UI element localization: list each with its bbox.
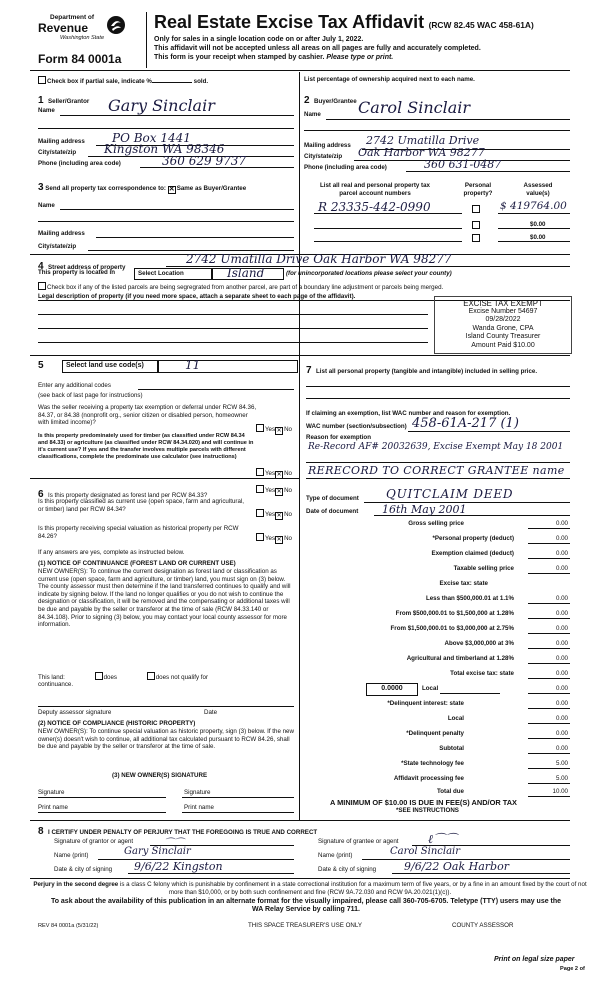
stamp-line6: Amount Paid $10.00 [471,342,535,349]
grantor-sig-mark: ⌒⌒ [164,838,184,849]
header-divider [146,12,147,68]
see-instructions: *SEE INSTRUCTIONS [396,807,459,814]
personal-property-row [306,360,570,378]
seller-phone-label: Phone (including area code) [38,160,121,167]
seller-phone-value[interactable]: 360 629 9737 [162,154,246,168]
tax-row-line [528,618,570,619]
tax-row-value[interactable]: 0.00 [555,535,568,542]
parcel-row [304,231,570,243]
timber-yes-checkbox[interactable] [256,468,264,476]
tax-row-value[interactable]: 0.00 [555,625,568,632]
dept-line1: Department of [50,14,95,21]
grantee-date-value[interactable]: 9/6/22 Oak Harbor [404,860,509,873]
tax-row-line [528,783,570,784]
personal-property-checkbox[interactable] [472,205,480,213]
assessed-value[interactable]: $0.00 [530,234,546,241]
wac-label: WAC number (section/subsection) [306,423,407,430]
tax-row-label: Local [447,715,464,722]
wac-value[interactable]: 458-61A-217 (1) [412,416,519,431]
local-rate-value: 0.0000 [381,685,403,692]
grantor-date-line[interactable] [128,873,294,874]
tax-row [300,520,570,532]
tax-row-line [528,796,570,797]
forest-q3: Is this property receiving special valuation as historical property per RCW 84.26? [38,525,239,540]
dor-swirl-icon [106,14,126,36]
tax-row-line [440,693,500,694]
perjury-text: is a class C felony which is punishable by confinement in a state correctional institution for a maximum term of five years, or by a fine in an amount fixed by the court of not more than $10,000, or by both such confinement and fine (RCW 9A.72.030 and RCW 9A.20.021(1)(c)). [118,881,587,896]
exemption-no-checkbox[interactable]: ✕ [276,428,282,434]
tax-row-value[interactable]: 0.00 [555,565,568,572]
tax-row-label: Taxable selling price [453,565,514,572]
tax-row-label: *Delinquent interest: state [387,700,464,707]
ownership-note: List percentage of ownership acquired next to each name. [304,76,475,83]
tax-row-label: *Personal property (deduct) [432,535,514,542]
land-use-code-box[interactable] [158,360,298,373]
tax-row-value[interactable]: 0.00 [555,595,568,602]
buyer-mailing-label: Mailing address [304,142,351,149]
legal-blank-1 [38,314,428,315]
grantor-sig-label: Signature of grantor or agent [54,838,134,845]
unincorp-note: (for unincorporated locations please select your county) [286,270,452,277]
personal-property-checkbox[interactable] [472,221,480,229]
grantor-date-label: Date & city of signing [54,866,113,873]
pp-line-1 [306,386,570,387]
tax-row-line [528,648,570,649]
reason-label: Reason for exemption [306,434,371,441]
tax-row-value[interactable]: 0.00 [555,655,568,662]
personal-property-section-number: 7 [306,365,312,376]
forest-yes-checkbox[interactable] [256,485,264,493]
assessed-value[interactable]: $0.00 [530,221,546,228]
owner2-print-line[interactable] [182,812,294,813]
segregated-checkbox[interactable] [38,282,46,290]
owner2-sig-label: Signature [184,789,211,796]
tax-row [300,760,570,772]
parcels-header-personal: Personal property? [463,182,493,197]
grantor-name-label: Name (print) [54,852,89,859]
current-use-yes-checkbox[interactable] [256,509,264,517]
legal-label: Legal description of property (if you need more space, attach a separate sheet to each page of the affidavit). [38,293,356,300]
tax-row-label: Total excise tax: state [450,670,514,677]
tax-row-value[interactable]: 0.00 [555,520,568,527]
tax-row-value[interactable]: 0.00 [555,550,568,557]
tax-row-label: *Delinquent penalty [406,730,464,737]
header-note-3 [154,54,393,63]
land-use-code: 11 [185,358,201,372]
pp-line-2 [306,398,570,399]
certify-heading: I CERTIFY UNDER PENALTY OF PERJURY THAT THE FOREGOING IS TRUE AND CORRECT [48,829,318,836]
forest-q1: Is this property designated as forest land per RCW 84.33? [48,492,208,499]
tax-row-value[interactable]: 0.00 [555,670,568,677]
title-rcw: (RCW 82.45 WAC 458-61A) [428,20,534,30]
tax-row-value[interactable]: 5.00 [555,775,568,782]
corr-name-line [60,209,294,210]
tax-row-value[interactable]: 5.00 [555,760,568,767]
yes-label: Yes [265,426,276,433]
corr-city-label: City/state/zip [38,243,77,250]
grantor-name-value[interactable]: Gary Sinclair [124,846,191,857]
buyer-city-value[interactable]: Oak Harbor WA 98277 [358,146,485,159]
tax-row-line [528,768,570,769]
tax-row-label: Excise tax: state [439,580,488,587]
tax-row [300,535,570,547]
partial-sale-percent-field[interactable] [152,82,192,83]
forest-q1-yes-no [256,485,292,496]
exemption-yes-checkbox[interactable] [256,424,264,432]
corr-mailing-label: Mailing address [38,230,85,237]
tax-row-label: *State technology fee [401,760,464,767]
minimum-note: A MINIMUM OF $10.00 IS DUE IN FEE(S) AND/OR TAX [330,798,517,807]
wac-line [408,431,570,432]
does-not-checkbox[interactable] [147,672,155,680]
stamp-line2: Excise Number 54697 [468,308,538,315]
tax-row [300,595,570,607]
notice1-body: NEW OWNER(S): To continue the current designation as forest land or classification as current use (open space, farm and agriculture, or timber) land, you must sign on (3) below. The county assessor must then determine if the land transferred continues to qualify and will indicate by signing below. If the land no longer qualifies or you do not wish to continue the designation or classification, it will be removed and the compensating or additional taxes will be due and payable by the seller or transferor at the time of sale (RCW 84.33.140 or 84.34.108). Prior to signing (3) below, you may contact your local county assessor for more information. [38,568,291,629]
buyer-phone-value[interactable]: 360 631-0487 [424,158,502,171]
tax-row-label: Less than $500,000.01 at 1.1% [425,595,514,602]
land-use-section-number: 5 [38,360,44,371]
parcel-number[interactable]: R 23335-442-0990 [318,200,431,214]
tax-row-value[interactable]: 0.00 [555,745,568,752]
tax-row-line [528,528,570,529]
see-back-note: (see back of last page for instructions) [38,392,143,399]
no-label: No [284,487,293,494]
buyer-city-label: City/state/zip [304,153,343,160]
stamp-line4: Wanda Grone, CPA [472,325,534,332]
tax-row-label: From $1,500,000.01 to $3,000,000 at 2.75% [390,625,514,632]
stamp-line3: 09/28/2022 [485,316,521,323]
tax-row [300,565,570,577]
personal-property-checkbox[interactable] [472,234,480,242]
land-use-select-label: Select land use code(s) [66,362,144,369]
does-not-label: does not qualify for [155,674,209,681]
seller-heading-label: Seller/Grantor [48,98,90,105]
tax-row [300,640,570,652]
owner2-sig-line[interactable] [182,797,294,798]
tax-row-value[interactable]: 0.00 [555,610,568,617]
owner1-print-label: Print name [38,804,68,811]
deputy-date-label: Date [204,709,218,716]
yes-label: Yes [265,511,276,518]
assessed-line [498,213,570,214]
tax-row-line [528,603,570,604]
tax-row [300,550,570,562]
notice2-body: NEW OWNER(S): To continue special valuation as historic property, sign (3) below. If the new owner(s) doesn't wish to continue, all additional tax calculated pursuant to RCW 84.26, shall be due and payable by the seller or transferor at the time of sale. [38,728,294,751]
additional-codes-line [138,389,294,390]
deputy-sig-label: Deputy assessor signature [38,709,112,716]
notice3-title: (3) NEW OWNER(S) SIGNATURE [112,772,208,779]
this-land-label: This land: [38,674,65,681]
grantee-date-line[interactable] [392,873,570,874]
if-yes-note: If any answers are yes, complete as instructed below. [38,549,185,556]
historic-yes-checkbox[interactable] [256,533,264,541]
notice1-title: (1) NOTICE OF CONTINUANCE (FOREST LAND OR CURRENT USE) [38,560,236,567]
forest-q2: Is this property classified as current use (open space, farm and agricultural, or timber) land per RCW 84.34? [38,498,245,513]
owner1-print-line[interactable] [38,812,166,813]
tax-row [300,625,570,637]
tax-row-value[interactable]: 10.00 [552,788,568,795]
tax-row-label: Local [422,685,439,692]
header-note-3b: Please type or print. [326,54,394,61]
forest-q3-yes-no [256,533,292,544]
buyer-heading [304,90,357,108]
tax-row [300,685,570,697]
grantee-date-label: Date & city of signing [318,866,377,873]
correspondence-row [38,184,246,194]
reason-hw-1[interactable]: Re-Record AF# 20032639, Excise Exempt May 18 2001 [308,442,564,452]
seller-name-label: Name [38,107,55,114]
buyer-name-line [326,119,570,120]
legal-paper-note: Print on legal size paper [494,956,575,963]
buyer-phone-label: Phone (including area code) [304,164,387,171]
grantee-name-value[interactable]: Carol Sinclair [390,846,461,857]
no-label: No [284,470,293,477]
forest-no-checkbox[interactable]: ✕ [276,489,282,495]
partial-sale-label-b: sold. [193,78,209,85]
forest-section-number: 6 [38,489,44,500]
exemption-question: Was the seller receiving a property tax exemption or deferral under RCW 84.36, 84.37, or 84.38 (nonprofit org., senior citizen or disabled person, homeowner with limited income)? [38,404,257,427]
owner2-print-label: Print name [184,804,214,811]
yes-label: Yes [265,487,276,494]
doc-type-label: Type of document [306,495,359,502]
owner1-sig-label: Signature [38,789,65,796]
partial-sale-checkbox[interactable] [38,76,46,84]
tax-row-line [528,543,570,544]
tax-row [300,580,570,592]
legal-blank-2 [38,328,428,329]
tax-row-label: Affidavit processing fee [393,775,464,782]
tax-row [300,745,570,757]
corr-city-line [88,250,294,251]
grantee-name-label: Name (print) [318,852,353,859]
corr-name-label: Name [38,202,55,209]
treasurer-label: THIS SPACE TREASURER'S USE ONLY [248,922,362,929]
parcel-row [304,200,570,214]
owner1-sig-line[interactable] [38,797,166,798]
correspondence-label: Send all property tax correspondence to: [45,185,166,192]
tax-row [300,700,570,712]
no-label: No [284,511,293,518]
seller-mailing-label: Mailing address [38,138,85,145]
timber-no-checkbox[interactable]: ✕ [276,472,282,478]
partial-sale-row [38,76,208,86]
segregated-note: Check box if any of the listed parcels are being segregrated from another parcel, are part of a boundary line adjustment or parcels being merged. [47,284,444,291]
parcel-line [314,241,462,242]
buyer-section-number: 2 [304,95,310,106]
header-note-3a: This form is your receipt when stamped by cashier. [154,54,325,61]
yes-label: Yes [265,470,276,477]
stamp-line1: EXCISE TAX EXEMPT [463,299,543,308]
parcel-line [314,213,462,214]
rev-label: REV 84 0001a (5/31/22) [38,923,99,929]
seller-city-label: City/state/zip [38,149,77,156]
tax-row-label: Subtotal [439,745,464,752]
seller-name-line [60,115,294,116]
seller-heading [38,90,89,108]
footer-rule [30,878,570,879]
tax-row-value[interactable]: 0.00 [555,730,568,737]
tax-row-label: From $500,000.01 to $1,500,000 at 1.28% [395,610,514,617]
grantor-date-value[interactable]: 9/6/22 Kingston [134,860,223,873]
no-label: No [284,535,293,542]
tax-row-line [528,723,570,724]
header-rule [30,70,570,71]
seller-section-number: 1 [38,95,44,106]
doc-date-label: Date of document [306,508,359,515]
located-label: This property is located in [38,269,116,276]
tax-row [300,775,570,787]
segregated-row [38,282,443,292]
tax-row [300,655,570,667]
location-select-label: Select Location [138,270,184,277]
reason-hw-2[interactable]: RERECORD TO CORRECT GRANTEE name [308,464,565,477]
assessed-line [498,228,570,229]
assessed-line [498,241,570,242]
tax-row-line [528,708,570,709]
partial-sale-label-a: Check box if partial sale, indicate % [47,78,152,85]
tax-row-value[interactable]: 0.00 [555,685,568,692]
buyer-phone-line [406,171,570,172]
section6-rule [30,478,300,479]
tax-row-value[interactable]: 0.00 [555,640,568,647]
no-label: No [284,426,293,433]
continuance-label: continuance. [38,681,74,688]
notice2-title: (2) NOTICE OF COMPLIANCE (HISTORIC PROPERTY) [38,720,196,727]
claim-label: If claiming an exemption, list WAC number and reason for exemption. [306,410,511,417]
parcels-header-list: List all real and personal property tax parcel account numbers [319,182,431,197]
dept-line2: Revenue [38,21,89,35]
deputy-sig-line[interactable] [38,706,294,707]
location-value-box[interactable] [212,268,284,280]
center-divider-top [299,72,300,382]
inquire-note: To ask about the availability of this publication in an alternate format for the visually impaired, please call 360-705-6705. Teletype (TTY) users may use the WA Relay Service by calling 711. [50,898,562,914]
parcels-header-assessed: Assessed value(s) [523,182,553,197]
seller-mailing-value[interactable]: PO Box 1441 [112,131,191,145]
perjury-note [30,881,590,896]
buyer-heading-label: Buyer/Grantee [314,98,357,105]
doc-date-value[interactable]: 16th May 2001 [382,503,467,516]
tax-row-label: Total due [436,788,464,795]
parcel-line [314,228,462,229]
legal-blank-3 [38,342,428,343]
tax-row [300,715,570,727]
form-title [154,12,534,33]
tax-row-line [528,633,570,634]
dor-logo [38,14,128,44]
exemption-yes-no [256,424,292,435]
perjury-bold: Perjury in the second degree [33,881,119,888]
does-label: does [103,674,117,681]
corr-mailing-line [96,237,294,238]
property-street-label: Street address of property [48,264,126,271]
additional-codes-label: Enter any additional codes [38,382,111,389]
grantee-sig-mark: ℓ⌒⌒ [428,832,457,846]
tax-row-value[interactable]: 0.00 [555,700,568,707]
seller-city-value[interactable]: Kingston WA 98346 [104,142,225,156]
dept-line3: Washington State [60,35,105,41]
does-checkbox[interactable] [95,672,103,680]
tax-row-value[interactable]: 0.00 [555,715,568,722]
excise-stamp [434,296,572,354]
parcel-row [304,218,570,230]
seller-blank-line [38,128,294,129]
section5-rule [30,355,570,356]
tax-row-line [528,753,570,754]
tax-calc [300,520,570,810]
location-select[interactable] [134,268,212,280]
header-note-1: Only for sales in a single location code on or after July 1, 2022. [154,36,364,43]
same-as-buyer-label: Same as Buyer/Grantee [176,185,247,192]
property-street-value[interactable]: 2742 Umatilla Drive Oak Harbor WA 98277 [186,252,452,266]
certify-section-number: 8 [38,826,44,837]
buyer-mailing-value[interactable]: 2742 Umatilla Drive [366,134,480,147]
assessed-value[interactable]: $ 419764.00 [500,200,567,212]
land-use-select[interactable] [62,360,158,373]
corr-blank-line [38,221,294,222]
location-value: Island [227,266,265,280]
tax-row-label: Gross selling price [408,520,464,527]
correspondence-section-number: 3 [38,182,44,193]
reason-line-1 [306,462,570,463]
tax-row-line [528,558,570,559]
tax-row-line [528,693,570,694]
tax-row-line [528,573,570,574]
forest-q2-yes-no [256,509,292,520]
page-number: Page 2 of [560,966,585,972]
stamp-line5: Island County Treasurer [465,333,541,340]
same-as-buyer-checkbox[interactable]: ✕ [168,186,175,193]
seller-name-value[interactable]: Gary Sinclair [108,96,215,115]
assessor-label: COUNTY ASSESSOR [452,922,514,929]
tax-row-label: Exemption claimed (deduct) [431,550,514,557]
reason-line-2 [306,478,570,479]
buyer-blank-line [304,130,570,131]
yes-label: Yes [265,535,276,542]
personal-property-label: List all personal property (tangible and intangible) included in selling price. [316,368,538,375]
tax-row-label: Above $3,000,000 at 3% [444,640,514,647]
header-note-2: This affidavit will not be accepted unless all areas on all pages are fully and accurately completed. [154,45,481,52]
form-number: Form 84 0001a [38,52,122,66]
timber-question: Is this property predominately used for timber (as classified under RCW 84.34 and 84.33) or agriculture (as classified under RCW 84.34.020) and will continue in it's current use? If yes and the transfer involves multiple parcels with different classifications, complete the predominate use calculator (see instructions) [38,433,254,460]
grantee-sig-label: Signature of grantee or agent [318,838,399,845]
title-text: Real Estate Excise Tax Affidavit [154,12,425,32]
doc-type-value[interactable]: QUITCLAIM DEED [386,487,514,501]
tax-row-label: Agricultural and timberland at 1.28% [406,655,514,662]
tax-row [300,670,570,682]
current-use-no-checkbox[interactable]: ✕ [276,513,282,519]
located-row [38,269,115,277]
buyer-name-value[interactable]: Carol Sinclair [358,98,471,117]
property-section-number: 4 [38,261,44,272]
tax-row [300,730,570,742]
historic-no-checkbox[interactable]: ✕ [276,537,282,543]
tax-row-line [528,663,570,664]
tax-row-line [528,678,570,679]
tax-row-line [528,738,570,739]
buyer-name-label: Name [304,111,321,118]
tax-row [300,610,570,622]
